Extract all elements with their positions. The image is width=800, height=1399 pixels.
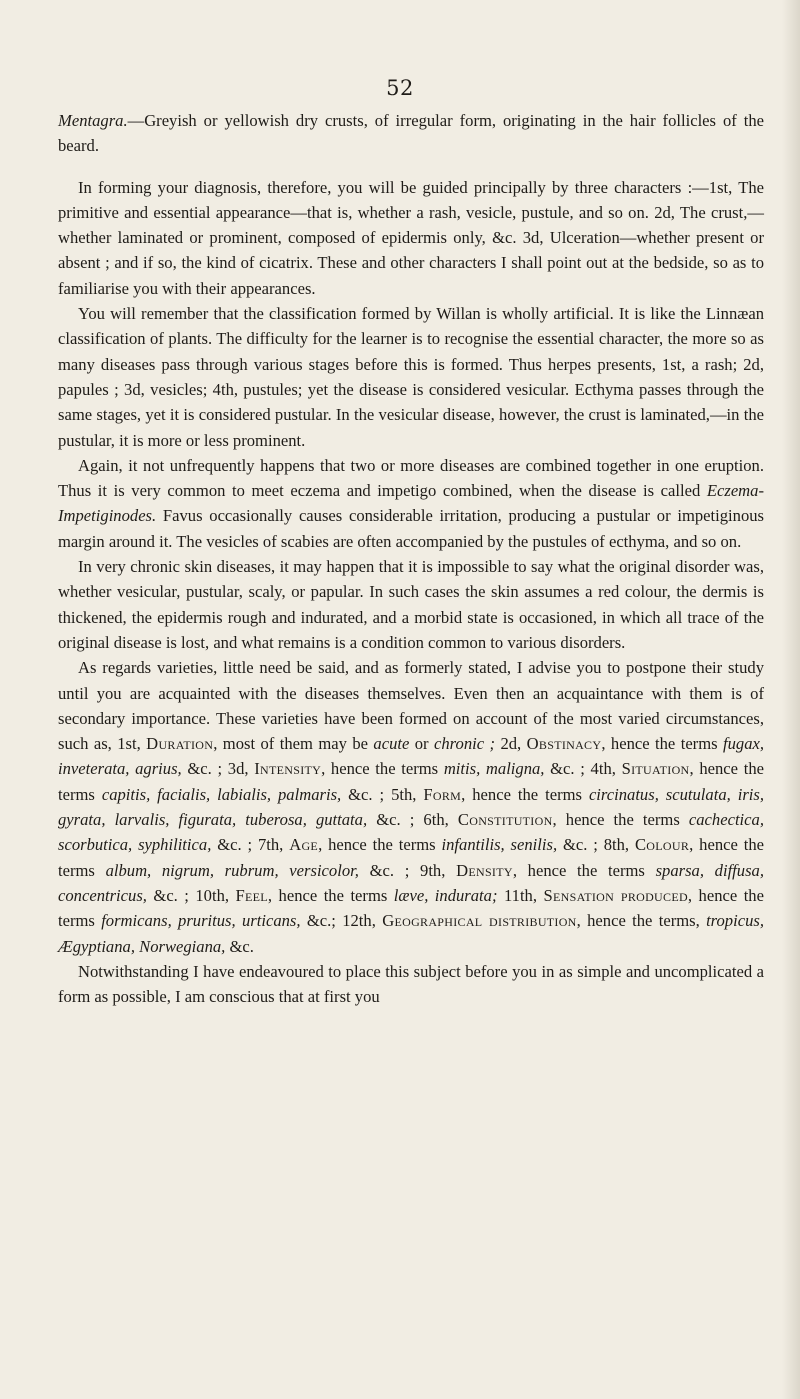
category-heading: Colour: [634, 835, 690, 855]
latin-term: album, nigrum, rubrum, versicolor,: [105, 860, 359, 880]
category-heading: Feel: [235, 885, 268, 905]
body-text: [58, 108, 764, 1009]
latin-term: formicans, pruritus, urticans,: [101, 911, 301, 931]
paragraph-text: , hence the terms: [321, 759, 444, 779]
paragraph-text: &c. ; 4th,: [544, 759, 622, 779]
category-heading: Age: [289, 835, 319, 855]
latin-term: læve, indurata;: [393, 885, 498, 905]
paragraph-text: , hence the terms: [267, 885, 394, 905]
paragraph-text: —Greyish or yellowish dry crusts, of irregular form, originating in the hair follicles of the beard.: [58, 111, 764, 156]
page-edge-shadow: [782, 0, 800, 1399]
latin-term: infantilis, senilis,: [441, 835, 558, 855]
paragraph-text: Favus occasionally causes considerable irritation, producing a pustular or impetiginous margin around it. The vesicles of scabies are often accompanied by the pustules of ecthyma, and so on.: [58, 506, 764, 551]
latin-term: cachectica, scorbutica, syphilitica,: [58, 810, 764, 855]
paragraph-text: &c. ; 7th,: [211, 835, 290, 855]
paragraph-text: , hence the terms: [58, 835, 764, 880]
paragraph-text: , hence the terms: [552, 810, 689, 830]
latin-term: tropicus, Ægyptiana, Norwegiana,: [58, 911, 764, 956]
paragraph-text: &c.: [225, 936, 254, 956]
paragraph-text: Again, it not unfrequently happens that two or more diseases are combined together in one eruption. Thus it is very common to meet eczema and impetigo combined, when the disease is called: [58, 455, 764, 501]
category-heading: Geographical distribution: [382, 911, 577, 931]
paragraph-text: , most of them may be: [213, 734, 374, 754]
italic-term: Eczema-Impetiginodes.: [58, 481, 764, 526]
category-heading: Duration: [146, 734, 214, 754]
paragraph-text: &c. ; 3d,: [181, 759, 255, 779]
paragraph-text: , hence the terms,: [576, 911, 707, 931]
latin-term: chronic ;: [434, 734, 496, 754]
lead-term: Mentagra.: [58, 111, 128, 130]
paragraph-text: &c. ; 8th,: [557, 835, 635, 855]
paragraph-text: , hence the terms: [461, 784, 589, 804]
paragraph-text: , hence the terms: [58, 885, 764, 931]
latin-term: fugax, inveterata, agrius,: [58, 734, 765, 779]
category-heading: Sensation produced: [543, 885, 688, 905]
paragraph-closing: Notwithstanding I have endeavoured to place this subject before you in as simple and uncomplicated a form as possible, I am conscious that at first you: [58, 961, 764, 1007]
paragraph-text: &c. ; 10th,: [146, 885, 236, 905]
latin-term: capitis, facialis, labialis, palmaris,: [101, 784, 342, 804]
paragraph-diagnosis: In forming your diagnosis, therefore, you will be guided principally by three characters :—1st, The primitive and essential appearance—that is, whether a rash, vesicle, pustule, and so on. 2d, The crust,—whether laminated or prominent, composed of epidermis only, &c. 3d, Ulceration—whether present or absent ; and if so, the kind of cicatrix. These and other characters I shall point out at the bedside, so as to familiarise you with their appearances.: [58, 177, 764, 298]
latin-term: acute: [373, 734, 410, 754]
category-heading: Density: [456, 860, 513, 880]
paragraph-text: &c. ; 9th,: [358, 860, 457, 880]
paragraph-classification: You will remember that the classification formed by Willan is wholly artificial. It is like the Linnæan classification of plants. The difficulty for the learner is to recognise the essential character, the more so as many diseases pass through various stages before this is formed. Thus herpes presents, 1st, a rash; 2d, papules ; 3d, vesicles; 4th, pustules; yet the disease is considered vesicular. Ecthyma passes through the same stages, yet it is considered pustular. In the vesicular disease, however, the crust is laminated,—in the pustular, it is more or less prominent.: [58, 304, 764, 450]
paragraph-text: , hence the terms: [512, 860, 656, 880]
paragraph-text: or: [409, 734, 435, 754]
paragraph-combined-diseases: [58, 453, 764, 554]
paragraph-text: 11th,: [497, 885, 544, 905]
paragraph-text: &c.; 12th,: [300, 911, 383, 931]
page-number: 52: [386, 76, 414, 100]
paragraph-chronic-diseases: In very chronic skin diseases, it may happen that it is impossible to say what the original disorder was, whether vesicular, pustular, scaly, or papular. In such cases the skin assumes a red colour, the dermis is thickened, the epidermis rough and indurated, and a morbid state is occasioned, in which all trace of the original disease is lost, and what remains is a condition common to various disorders.: [58, 557, 764, 652]
paragraph-text: , hence the terms: [601, 734, 723, 754]
paragraph-text: &c. ; 5th,: [341, 784, 424, 804]
paragraph-text: , hence the terms: [318, 835, 442, 855]
latin-term: circinatus, scutulata, iris, gyrata, larvalis, figurata, tuberosa, guttata,: [58, 784, 765, 830]
latin-term: sparsa, diffusa, concentricus,: [58, 860, 764, 905]
paragraph-varieties: [58, 655, 764, 959]
category-heading: Obstinacy: [526, 734, 602, 754]
category-heading: Situation: [621, 759, 690, 779]
paragraph-text: 2d,: [495, 734, 527, 754]
latin-term: mitis, maligna,: [443, 759, 545, 779]
paragraph-text: &c. ; 6th,: [367, 810, 458, 830]
category-heading: Constitution: [457, 810, 553, 830]
paragraph-text: As regards varieties, little need be said, and as formerly stated, I advise you to postpone their study until you are acquainted with the diseases themselves. Even then an acquaintance with them is of secondary importance. These varieties have been formed on account of the most varied circumstances, such as, 1st,: [58, 658, 764, 754]
paragraph-mentagra: [58, 108, 764, 159]
category-heading: Form: [423, 784, 462, 804]
paragraph-text: , hence the terms: [58, 759, 764, 804]
category-heading: Intensity: [254, 759, 322, 779]
